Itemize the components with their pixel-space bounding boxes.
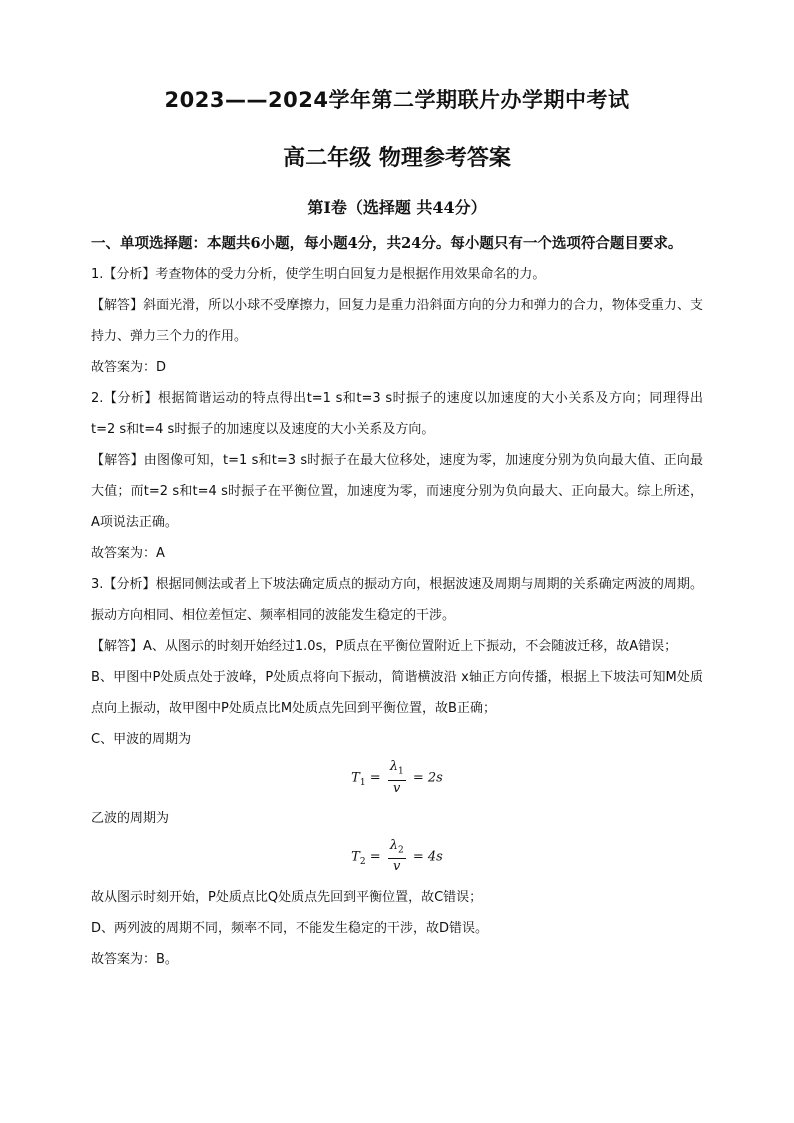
q1-answer: 故答案为：D bbox=[91, 360, 167, 375]
equation-t1: $T_1$ = $\frac{\lambda_1}{v}$ = 2s bbox=[351, 759, 443, 796]
q3-solution-c2: 乙波的周期为 bbox=[91, 810, 170, 826]
exam-title: 2023——2024学年第二学期联片办学期中考试 bbox=[164, 88, 630, 112]
part-heading: 第Ⅰ卷（选择题 共44分） bbox=[307, 198, 487, 217]
q3-solution-a: 【解答】A、从图示的时刻开始经过1.0s，P质点在平衡位置附近上下振动，不会随波迁移，故A错误； bbox=[91, 639, 678, 654]
q1-solution: 【解答】斜面光滑，所以小球不受摩擦力，回复力是重力沿斜面方向的分力和弹力的合力，物体受重力、支持力、弹力三个力的作用。 bbox=[91, 298, 703, 344]
q3-solution-d: D、两列波的周期不同，频率不同，不能发生稳定的干涉，故D错误。 bbox=[91, 920, 489, 936]
q2-answer: 故答案为：A bbox=[91, 546, 165, 561]
q3-answer: 故答案为：B。 bbox=[91, 951, 178, 967]
exam-subtitle: 高二年级 物理参考答案 bbox=[283, 146, 511, 171]
q2-solution: 【解答】由图像可知，t=1 s和t=3 s时振子在最大位移处，速度为零，加速度分别为负向最大值、正向最大值；而t=2 s和t=4 s时振子在平衡位置，加速度为零，而速度分别为负向最大、正向最大。综上所述，A项说法正确。 bbox=[91, 453, 703, 530]
section-heading: 一、单项选择题：本题共6小题，每小题4分，共24分。每小题只有一个选项符合题目要求。 bbox=[91, 235, 683, 252]
q3-solution-c: C、甲波的周期为 bbox=[91, 732, 192, 747]
q3-solution-b: B、甲图中P处质点处于波峰，P处质点将向下振动，简谐横波沿 x轴正方向传播，根据上下坡法可知M处质点向上振动，故甲图中P处质点比M处质点先回到平衡位置，故B正确； bbox=[91, 670, 703, 716]
answer-content bbox=[91, 228, 703, 975]
equation-t2: $T_2$ = $\frac{\lambda_2}{v}$ = 4s bbox=[351, 837, 443, 875]
q3-analysis: 3.【分析】根据同侧法或者上下坡法确定质点的振动方向，根据波速及周期与周期的关系确定两波的周期。振动方向相同、相位差恒定、频率相同的波能发生稳定的干涉。 bbox=[91, 577, 703, 623]
q3-solution-c3: 故从图示时刻开始，P处质点比Q处质点先回到平衡位置，故C错误； bbox=[91, 889, 483, 905]
q2-analysis: 2.【分析】根据简谐运动的特点得出t=1 s和t=3 s时振子的速度以加速度的大小关系及方向；同理得出t=2 s和t=4 s时振子的加速度以及速度的大小关系及方向。 bbox=[91, 391, 703, 437]
q1-analysis: 1.【分析】考查物体的受力分析，使学生明白回复力是根据作用效果命名的力。 bbox=[91, 267, 546, 282]
